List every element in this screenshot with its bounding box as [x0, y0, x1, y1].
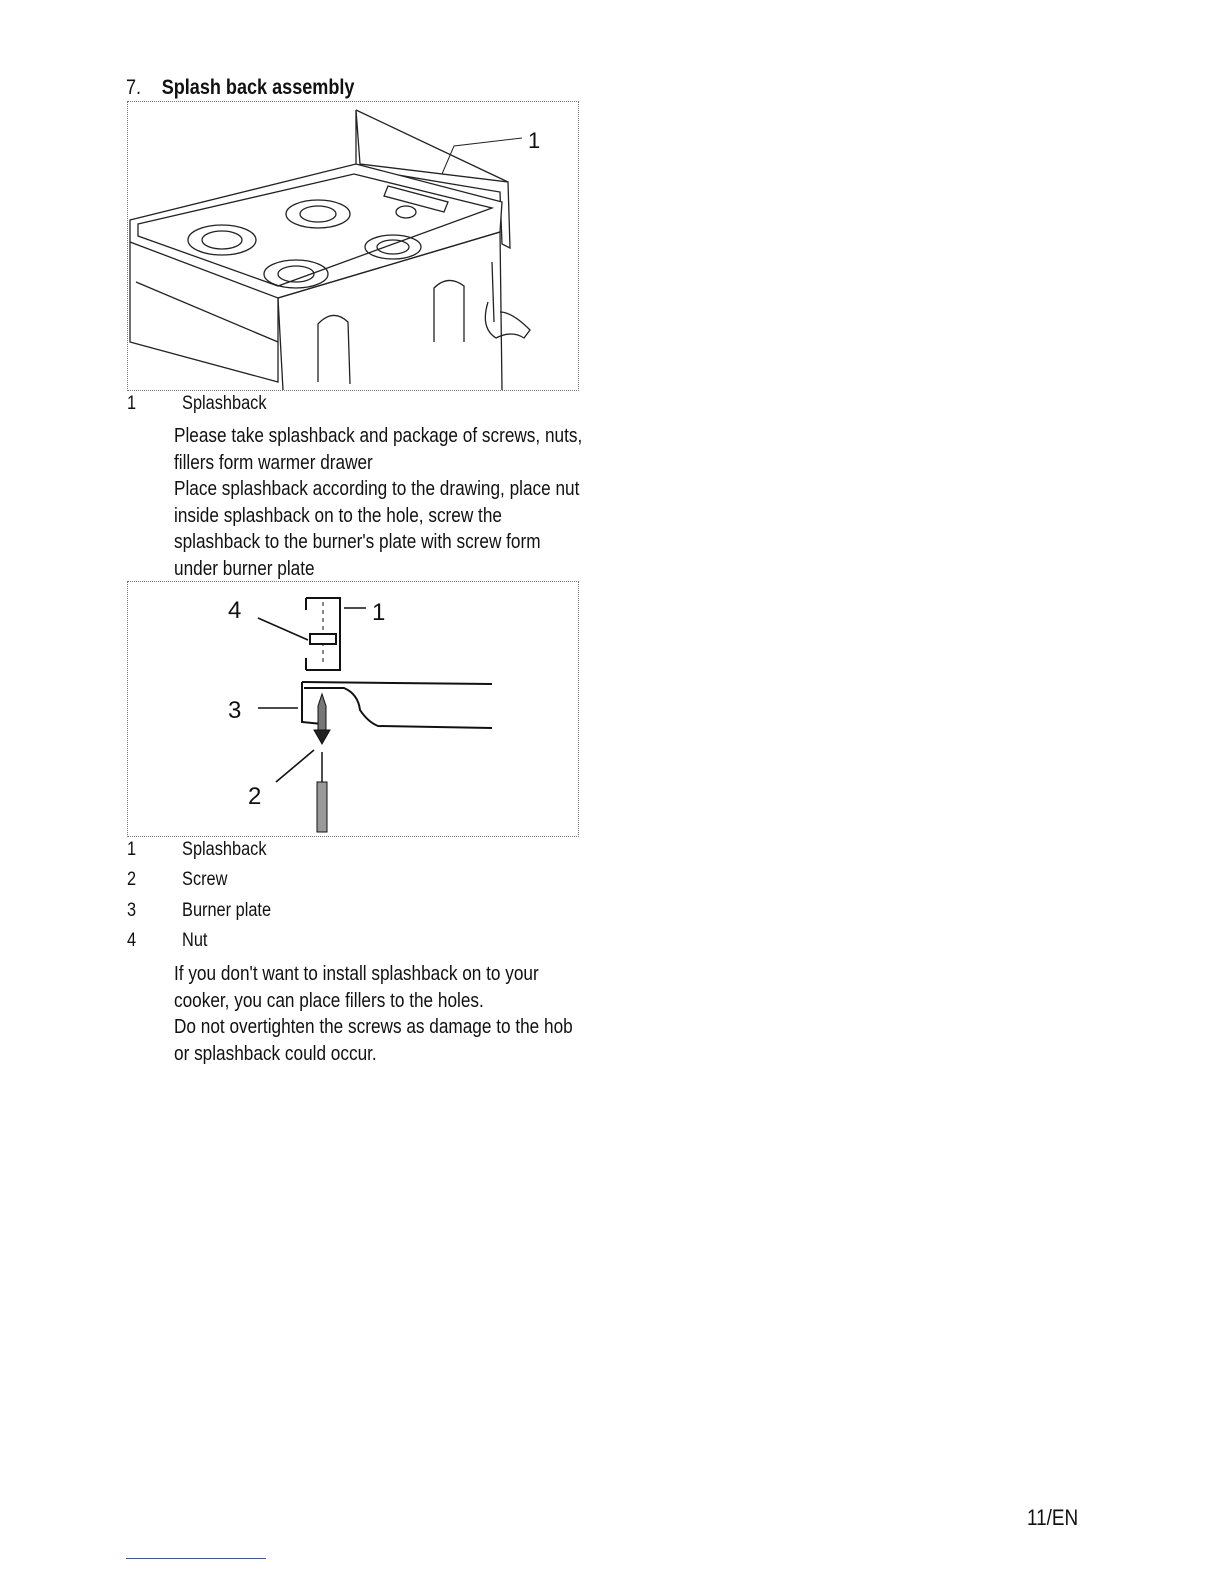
caption-label: Splashback [182, 839, 267, 860]
figure2-callout-3: 3 [228, 697, 242, 724]
fixing-diagram [128, 582, 578, 836]
figure2-callout-1: 1 [372, 599, 386, 626]
figure-cooker-splashback [127, 101, 579, 391]
figure2-callout-2: 2 [248, 783, 262, 810]
section-number: 7. [126, 76, 142, 99]
section-heading [126, 76, 354, 100]
figure-fixing-detail [127, 581, 579, 837]
note-paragraph: Do not overtighten the screws as damage to the hob or splashback could occur. [174, 1016, 573, 1065]
figure1-callout-1: 1 [528, 128, 541, 153]
cooker-illustration [128, 102, 578, 390]
caption-number: 2 [127, 869, 137, 890]
caption-number: 3 [127, 900, 137, 921]
caption-number: 1 [127, 839, 137, 860]
figure2-callout-4: 4 [228, 597, 242, 624]
footer-rule [126, 1558, 266, 1559]
caption-label: Screw [182, 869, 228, 890]
caption-number: 1 [127, 393, 137, 414]
figure2-caption-row [127, 839, 267, 861]
figure2-caption-row [127, 930, 207, 952]
instruction-paragraph: Place splashback according to the drawing, place nut inside splashback on to the hole, screw the splashback to the burner's plate with screw form under burner plate [174, 478, 580, 580]
caption-number: 4 [127, 930, 137, 951]
caption-label: Burner plate [182, 900, 272, 921]
notes-text [174, 961, 587, 1067]
instruction-paragraph: Please take splashback and package of screws, nuts, fillers form warmer drawer [174, 425, 583, 474]
figure2-caption-row [127, 869, 227, 891]
figure1-caption-row [127, 393, 267, 415]
caption-label: Nut [182, 930, 208, 951]
note-paragraph: If you don't want to install splashback on to your cooker, you can place fillers to the holes. [174, 963, 539, 1012]
section-title: Splash back assembly [161, 76, 355, 99]
page-number: 11/EN [1027, 1505, 1079, 1530]
instructions-text [174, 423, 587, 583]
figure2-caption-row [127, 900, 271, 922]
caption-label: Splashback [182, 393, 267, 414]
